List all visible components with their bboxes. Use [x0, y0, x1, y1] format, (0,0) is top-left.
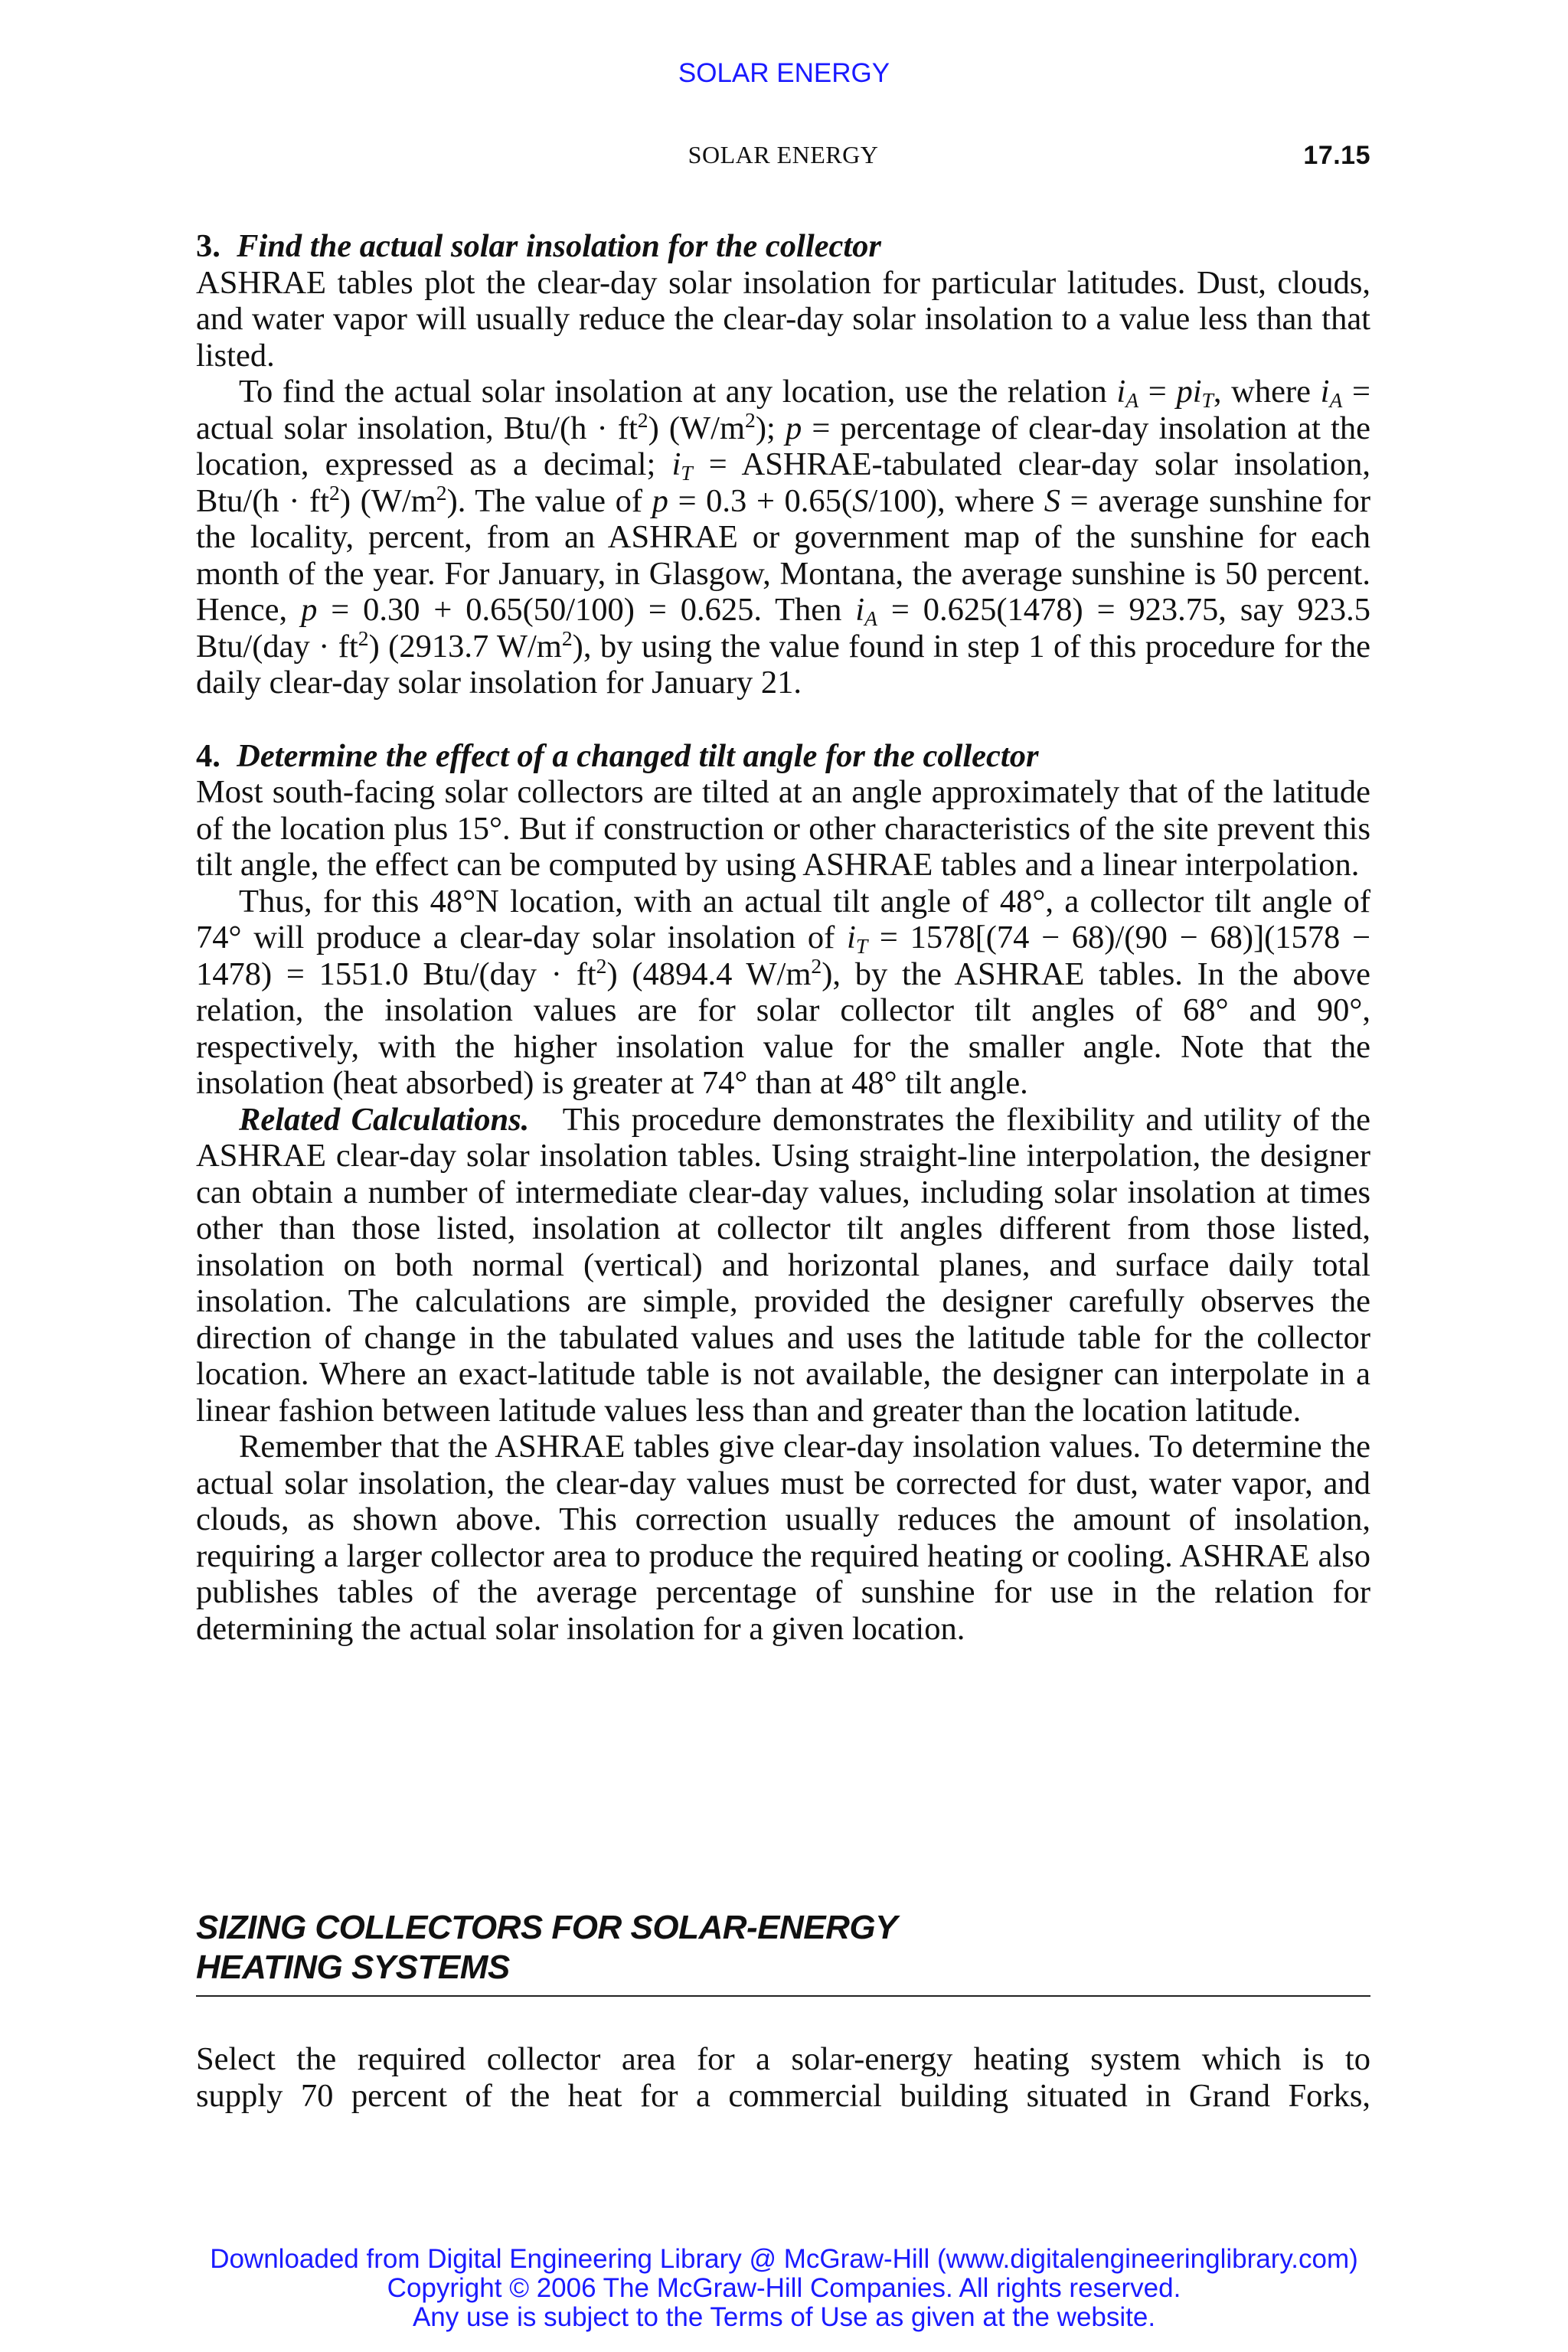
footer-copyright: Copyright © 2006 The McGraw-Hill Companies. All rights reserved.	[387, 2273, 1181, 2303]
related-calculations-paragraph	[196, 1102, 1370, 1429]
section-intro	[196, 2041, 1370, 2114]
step-4-paragraph-2: Thus, for this 48°N location, with an actual tilt angle of 48°, a collector tilt angle of 74° will produce a clear-day solar insolation of $i_T = 1578[(74 - 68)/(90 - 68)](1578 - 1478) = 1551.0$ $Btu/(day \cdot ft^2)$ (4894.4 $W/m^2$), by the ASHRAE tables. In the above relation, the insolation values are for solar collector tilt angles of 68° and 90°, respectively, with the higher insolation value for the smaller angle. Note that the insolation (heat absorbed) is greater at 74° than at 48° tilt angle.	[196, 883, 1370, 1101]
chapter-link[interactable]: SOLAR ENERGY	[678, 58, 890, 88]
step-4-paragraph-1: Most south-facing solar collectors are tilted at an angle approximately that of the latitude of the location plus 15°. But if construction or other characteristics of the site prevent this tilt angle, the effect can be computed by using ASHRAE tables and a linear interpolation.	[196, 774, 1370, 883]
step-4-heading	[196, 738, 1370, 775]
related-calculations-paragraph-2: Remember that the ASHRAE tables give clear-day insolation values. To determine the actual solar insolation, the clear-day values must be corrected for dust, water vapor, and clouds, as shown above. This correction usually reduces the amount of insolation, requiring a larger collector area to produce the required heating or cooling. ASHRAE also publishes tables of the average percentage of sunshine for use in the relation for determining the actual solar insolation for a given location.	[196, 1429, 1370, 1647]
section-intro-line-1: Select the required collector area for a solar-energy heating system which is to	[196, 2041, 1370, 2077]
related-calculations-lead: Related Calculations.	[239, 1101, 530, 1138]
running-head-title: SOLAR ENERGY	[688, 141, 879, 168]
footer-download-link[interactable]: Downloaded from Digital Engineering Library @ McGraw-Hill (www.digitalengineeringlibrary.com)	[210, 2244, 1358, 2274]
section-intro-line-2: supply 70 percent of the heat for a commercial building situated in Grand Forks,	[196, 2077, 1370, 2114]
footer	[0, 2245, 1568, 2332]
section-title-line-1: SIZING COLLECTORS FOR SOLAR-ENERGY	[196, 1909, 898, 1946]
step-3-title: Find the actual solar insolation for the collector	[237, 228, 881, 264]
step-3-paragraph-2: To find the actual solar insolation at any location, use the relation $i_A = pi_T$, where $i_A$ = actual solar insolation, $Btu/(h \cdot ft^2)$ $(W/m^2)$; p = percentage of clear-day insolation at the location, expressed as a decimal; $i_T$ = ASHRAE-tabulated clear-day solar insolation, $Btu/(h \cdot ft^2)$ $(W/m^2)$. The value of p = 0.3 + 0.65(S/100), where S = average sunshine for the locality, percent, from an ASHRAE or government map of the sunshine for each month of the year. For January, in Glasgow, Montana, the average sunshine is 50 percent. Hence, p = 0.30 + 0.65(50/100) = 0.625. Then $i_A = 0.625(1478) = 923.75$, say 923.5 $Btu/(day \cdot ft^2)$ (2913.7 $W/m^2$), by using the value found in step 1 of this procedure for the daily clear-day solar insolation for January 21.	[196, 374, 1371, 701]
step-4-title: Determine the effect of a changed tilt angle for the collector	[237, 737, 1039, 774]
step-3-number: 3.	[196, 228, 220, 264]
section-title	[196, 1908, 1370, 1997]
main-text	[196, 228, 1370, 1647]
step-3-paragraph-1: ASHRAE tables plot the clear-day solar insolation for particular latitudes. Dust, clouds, and water vapor will usually reduce the clear-day solar insolation to a value less than that listed.	[196, 264, 1370, 374]
footer-terms[interactable]: Any use is subject to the Terms of Use as given at the website.	[412, 2302, 1156, 2332]
step-3-heading	[196, 228, 1370, 265]
related-calculations-text: This procedure demonstrates the flexibility and utility of the ASHRAE clear-day solar insolation tables. Using straight-line interpolation, the designer can obtain a number of intermediate clear-day values, including solar insolation at times other than those listed, insolation at collector tilt angles different from those listed, insolation on both normal (vertical) and horizontal planes, and surface daily total insolation. The calculations are simple, provided the designer carefully observes the direction of change in the tabulated values and uses the latitude table for the collector location. Where an exact-latitude table is not available, the designer can interpolate in a linear fashion between latitude values less than and greater than the location latitude.	[196, 1101, 1370, 1429]
running-head	[196, 141, 1370, 175]
step-4-number: 4.	[196, 737, 220, 774]
section-title-line-2: HEATING SYSTEMS	[196, 1949, 510, 1986]
page-number: 17.15	[1303, 141, 1370, 170]
